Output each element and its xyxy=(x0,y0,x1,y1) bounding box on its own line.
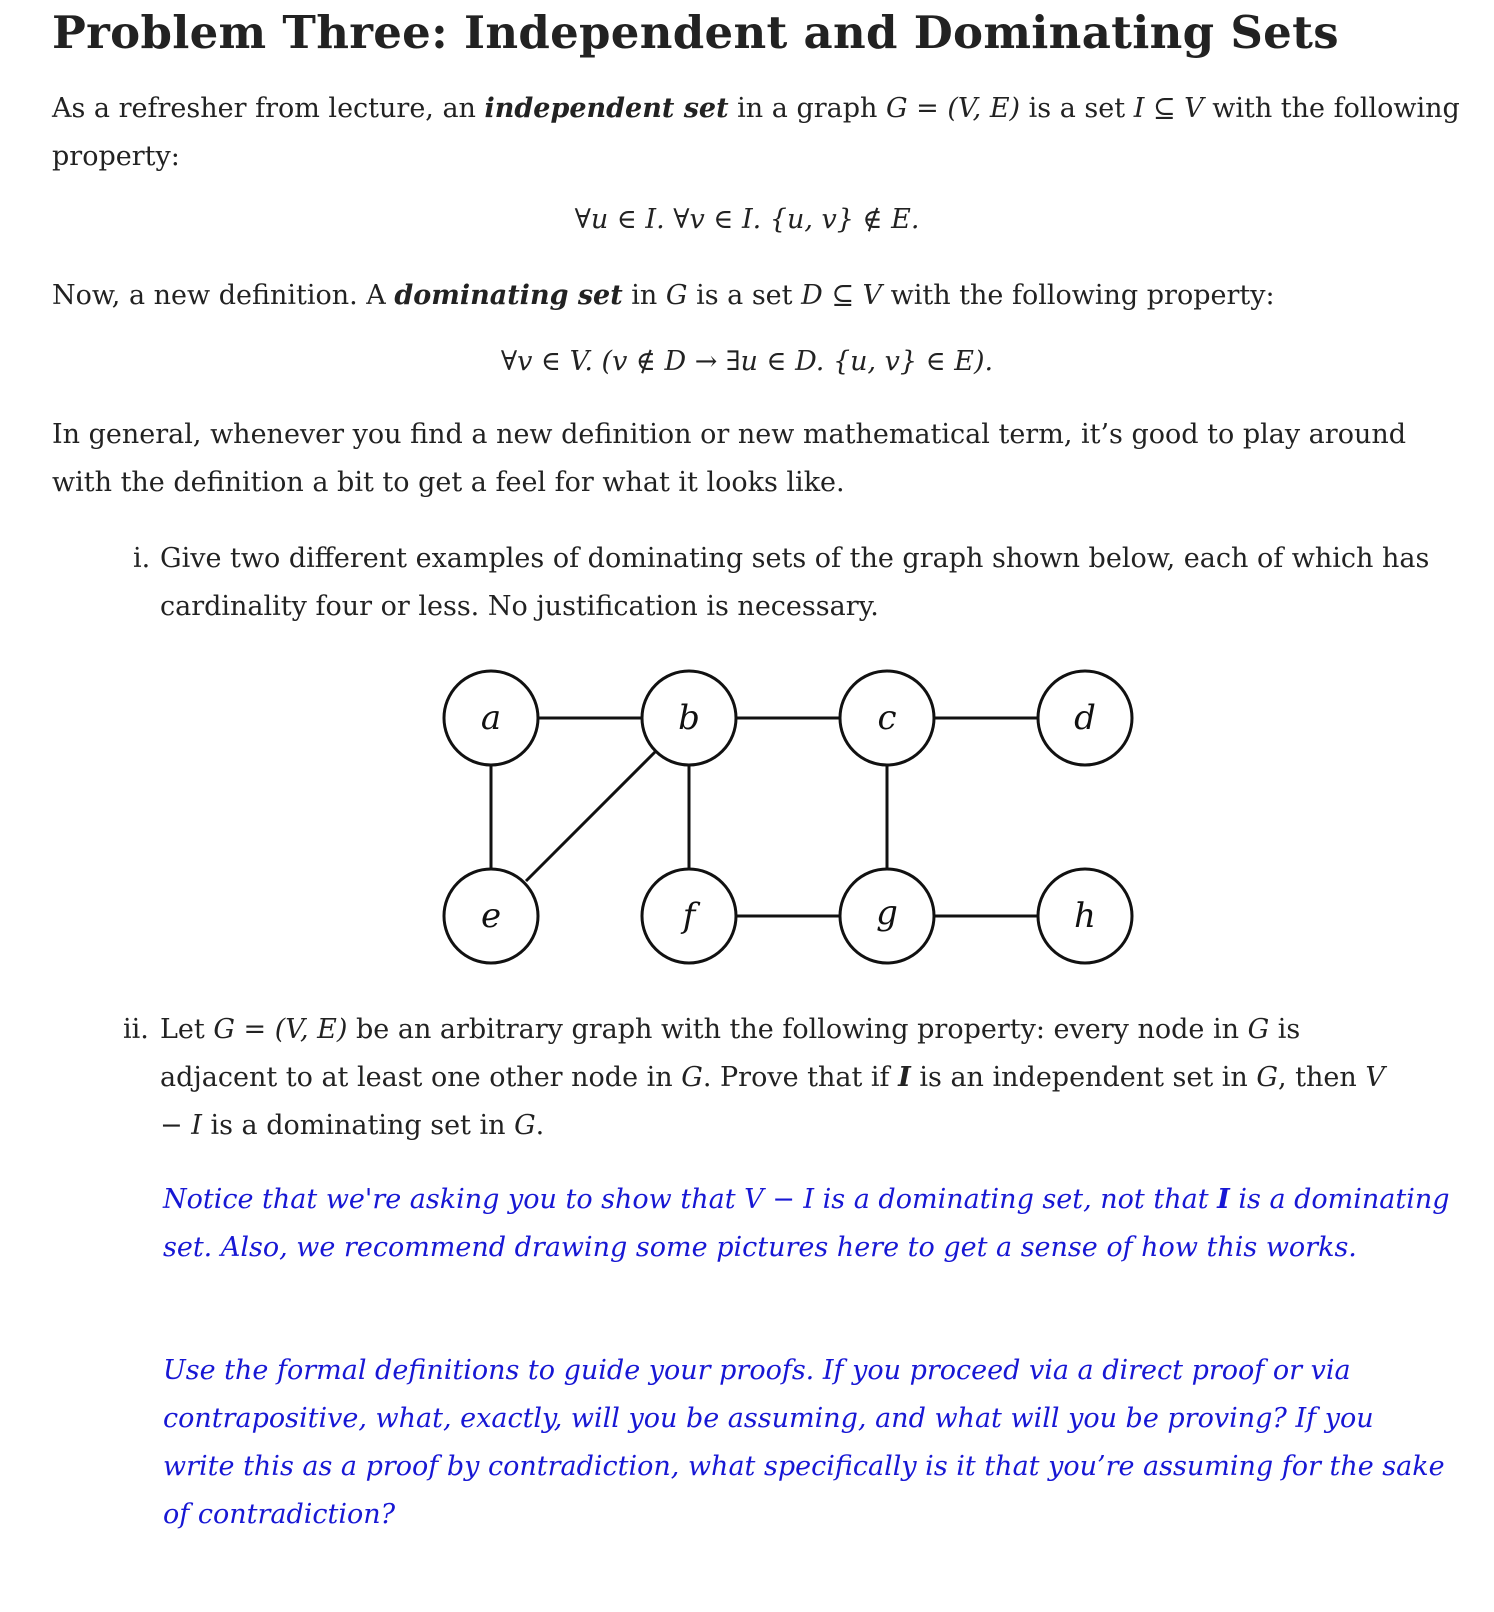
node-h-label: h xyxy=(1074,896,1096,936)
definition-text: with the following property: xyxy=(882,280,1275,311)
edge-b-e xyxy=(526,752,655,881)
hint-segment: is a dominating set, not that xyxy=(814,1184,1218,1215)
graph-expr: G = (V, E) xyxy=(213,1014,348,1045)
part-ii-segment: . Prove that if xyxy=(702,1062,899,1093)
node-a-label: a xyxy=(480,698,502,738)
intro-text: As a refresher from lecture, an xyxy=(52,93,485,124)
part-ii-segment: be an arbitrary graph with the following property: every node in xyxy=(347,1014,1248,1045)
node-f-label: f xyxy=(682,896,696,936)
graph-expr: G = (V, E) xyxy=(886,93,1021,124)
part-i-label: i. xyxy=(133,543,151,574)
set-expr: I ⊆ V xyxy=(1133,93,1204,124)
page-title: Problem Three: Independent and Dominating Sets xyxy=(52,6,1339,59)
node-g-label: g xyxy=(876,893,898,933)
graph-symbol: G xyxy=(681,1062,703,1093)
part-i-text: Give two different examples of dominating sets of the graph shown below, each of which has cardinality four or less. No justification is necessary. xyxy=(160,543,1430,622)
hint-segment: Notice that we're asking you to show that xyxy=(163,1184,745,1215)
part-ii-label: ii. xyxy=(123,1014,149,1045)
definition-text: Now, a new definition. A xyxy=(52,280,395,311)
independent-set-formula: ∀u ∈ I. ∀v ∈ I. {u, v} ∉ E. xyxy=(574,204,920,235)
node-c-label: c xyxy=(877,698,897,738)
part-ii-segment: , then xyxy=(1277,1062,1366,1093)
hint-segment: is a dominating set. Also, we recommend drawing some pictures here to get a sense of how this works. xyxy=(163,1184,1450,1263)
intro-text: with the following property: xyxy=(52,93,1460,172)
general-note: In general, whenever you find a new definition or new mathematical term, it’s good to play around with the definition a bit to get a feel for what it looks like. xyxy=(52,419,1407,498)
intro-text: in a graph xyxy=(728,93,886,124)
set-expr: D ⊆ V xyxy=(801,280,883,311)
part-ii-segment: . xyxy=(535,1110,545,1141)
part-ii xyxy=(123,1006,1468,1141)
independent-set-term: independent set xyxy=(484,93,729,124)
graph-symbol: G xyxy=(1256,1062,1278,1093)
dominating-set-term: dominating set xyxy=(394,280,623,311)
node-e-label: e xyxy=(480,896,502,936)
definition-text: is a set xyxy=(687,280,802,311)
set-difference-expr: V − I xyxy=(160,1062,1385,1141)
hint-notice xyxy=(163,1176,1453,1272)
part-ii-segment: is adjacent to at least one other node in xyxy=(160,1014,1301,1093)
part-ii-segment: Let xyxy=(160,1014,214,1045)
node-d-label: d xyxy=(1074,698,1096,738)
intro-text: is a set xyxy=(1020,93,1134,124)
set-difference-expr: V − I xyxy=(744,1184,815,1215)
independent-set-symbol: I xyxy=(1217,1184,1230,1215)
part-ii-segment: is a dominating set in xyxy=(201,1110,515,1141)
definition-text: in xyxy=(622,280,666,311)
part-ii-segment: is an independent set in xyxy=(910,1062,1257,1093)
graph-symbol: G xyxy=(1247,1014,1270,1045)
graph-symbol: G xyxy=(665,280,688,311)
node-b-label: b xyxy=(678,698,700,738)
dominating-set-formula: ∀v ∈ V. (v ∉ D → ∃u ∈ D. {u, v} ∈ E). xyxy=(500,346,994,377)
hint-formal-definitions: Use the formal definitions to guide your proofs. If you proceed via a direct proof or via contrapositive, what, exactly, will you be assuming, and what will you be proving? If you write this as a proof by contradiction, what specifically is it that you’re assuming for the sake of contradiction? xyxy=(163,1355,1445,1530)
part-ii-text xyxy=(160,1006,1395,1150)
independent-set-symbol: I xyxy=(898,1062,911,1093)
graph-symbol: G xyxy=(514,1110,536,1141)
